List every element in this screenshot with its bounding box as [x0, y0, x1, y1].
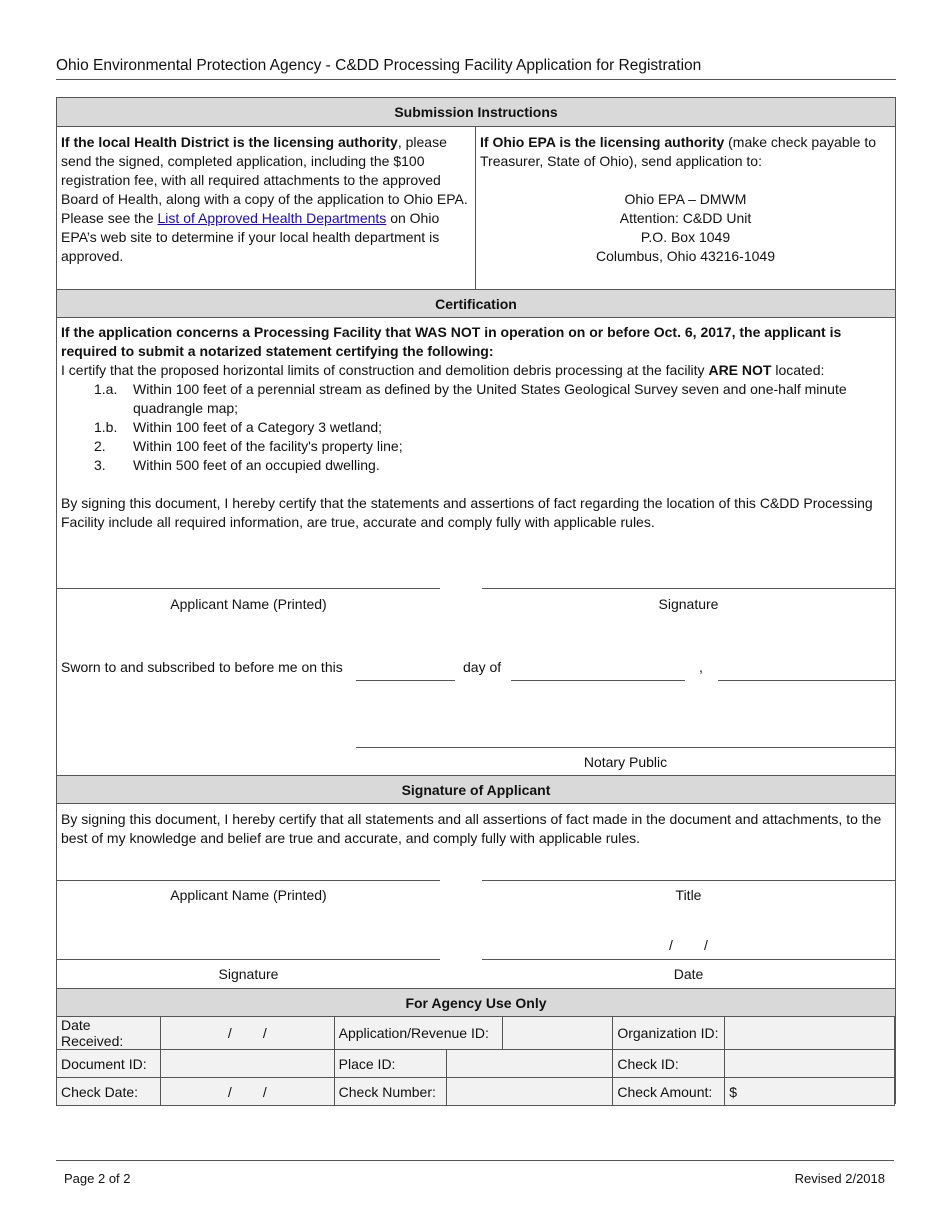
document-id-field[interactable] [160, 1050, 334, 1078]
page-header-title: Ohio Environmental Protection Agency - C&DD Processing Facility Application for Registration [56, 57, 702, 74]
table-row [57, 1078, 895, 1106]
item-number: 2. [94, 438, 106, 454]
address-line: Attention: C&DD Unit [619, 210, 752, 226]
signature-line[interactable] [482, 588, 895, 589]
submission-heading: Submission Instructions [57, 97, 895, 127]
certification-heading: Certification [57, 289, 895, 318]
app-revenue-id-field[interactable] [502, 1017, 613, 1050]
notary-line[interactable] [356, 747, 895, 748]
local-health-text-2: on Ohio EPA’s web site to determine if your local health department is approved. [61, 210, 440, 264]
check-date-label: Check Date: [57, 1078, 161, 1106]
certify-bold: ARE NOT [708, 362, 772, 378]
date-line[interactable] [482, 959, 895, 960]
sworn-year-line[interactable] [718, 680, 895, 681]
location-certification-statement: By signing this document, I hereby certify that the statements and assertions of fact regarding the location of this C&DD Processing Facility include all required information, are true, accurate and comply fully with applicable rules. [61, 495, 873, 530]
address-line: P.O. Box 1049 [640, 229, 731, 245]
date-label: Date [673, 966, 704, 982]
table-row [57, 1017, 895, 1050]
item-number: 1.a. [94, 381, 118, 397]
applicant-name-line[interactable] [57, 588, 440, 589]
item-text: Within 100 feet of a Category 3 wetland; [133, 419, 383, 435]
item-text: Within 100 feet of a perennial stream as defined by the United States Geological Survey seven and one-half minute quadrangle map; [133, 381, 847, 416]
date-received-field[interactable]: / / [160, 1017, 334, 1050]
ohio-epa-bold: If Ohio EPA is the licensing authority [480, 134, 725, 150]
ohio-epa-text: (make check payable to Treasurer, State of Ohio), send application to: [480, 134, 876, 169]
organization-id-label: Organization ID: [613, 1017, 725, 1050]
sworn-day-line[interactable] [356, 680, 455, 681]
signature-label: Signature [218, 966, 279, 982]
day-of-label: day of [463, 659, 502, 675]
item-number: 3. [94, 457, 106, 473]
check-amount-label: Check Amount: [613, 1078, 725, 1106]
certification-intro: If the application concerns a Processing Facility that WAS NOT in operation on or before Oct. 6, 2017, the applicant is required to submit a notarized statement certifying the following: [61, 324, 842, 359]
table-row [57, 1050, 895, 1078]
check-number-field[interactable] [446, 1078, 613, 1106]
place-id-label: Place ID: [334, 1050, 446, 1078]
address-line: Columbus, Ohio 43216-1049 [595, 248, 775, 264]
date-slashes: / / [669, 937, 708, 953]
approved-health-departments-link[interactable]: List of Approved Health Departments [157, 210, 387, 226]
title-label: Title [675, 887, 702, 903]
notary-label: Notary Public [583, 754, 668, 770]
submission-left-text [61, 133, 471, 266]
certify-statement [61, 361, 893, 380]
applicant-signature-line[interactable] [57, 959, 440, 960]
signature-label: Signature [658, 596, 719, 612]
date-received-label: Date Received: [57, 1017, 161, 1050]
item-number: 1.b. [94, 419, 118, 435]
comma-separator: , [699, 659, 703, 675]
footer-rule [56, 1160, 894, 1161]
title-line[interactable] [482, 880, 895, 881]
agency-use-table [56, 1016, 895, 1106]
check-id-label: Check ID: [613, 1050, 725, 1078]
page-number: Page 2 of 2 [64, 1171, 131, 1186]
applicant-name-label: Applicant Name (Printed) [170, 596, 327, 612]
mailing-address [476, 190, 895, 266]
check-date-field[interactable]: / / [160, 1078, 334, 1106]
document-id-label: Document ID: [57, 1050, 161, 1078]
sworn-month-line[interactable] [511, 680, 685, 681]
agency-use-heading: For Agency Use Only [57, 988, 895, 1017]
submission-right-text [480, 133, 890, 171]
organization-id-field[interactable] [725, 1017, 895, 1050]
applicant-name-label: Applicant Name (Printed) [170, 887, 327, 903]
place-id-field[interactable] [446, 1050, 613, 1078]
item-text: Within 100 feet of the facility's property line; [133, 438, 403, 454]
item-text: Within 500 feet of an occupied dwelling. [133, 457, 380, 473]
header-rule [56, 79, 896, 80]
certify-text-1: I certify that the proposed horizontal limits of construction and demolition debris processing at the facility [61, 362, 709, 378]
form-frame [56, 97, 896, 1104]
applicant-statement: By signing this document, I hereby certify that all statements and all assertions of fact made in the document and attachments, to the best of my knowledge and belief are true and accurate, and comply fully with applicable rules. [61, 811, 882, 846]
revision-date: Revised 2/2018 [794, 1171, 885, 1186]
certify-text-2: located: [771, 362, 825, 378]
sworn-label: Sworn to and subscribed to before me on this [61, 659, 343, 675]
check-number-label: Check Number: [334, 1078, 446, 1106]
applicant-name-line[interactable] [57, 880, 440, 881]
check-id-field[interactable] [725, 1050, 895, 1078]
check-amount-field[interactable]: $ [725, 1078, 895, 1106]
local-health-text-1: , please send the signed, completed application, including the $100 registration fee, with all required attachments to the approved Board of Health, along with a copy of the application to Ohio EPA. Please see the [61, 134, 468, 226]
local-health-bold: If the local Health District is the licensing authority [61, 134, 398, 150]
address-line: Ohio EPA – DMWM [624, 191, 747, 207]
app-revenue-id-label: Application/Revenue ID: [334, 1017, 502, 1050]
applicant-signature-heading: Signature of Applicant [57, 775, 895, 804]
